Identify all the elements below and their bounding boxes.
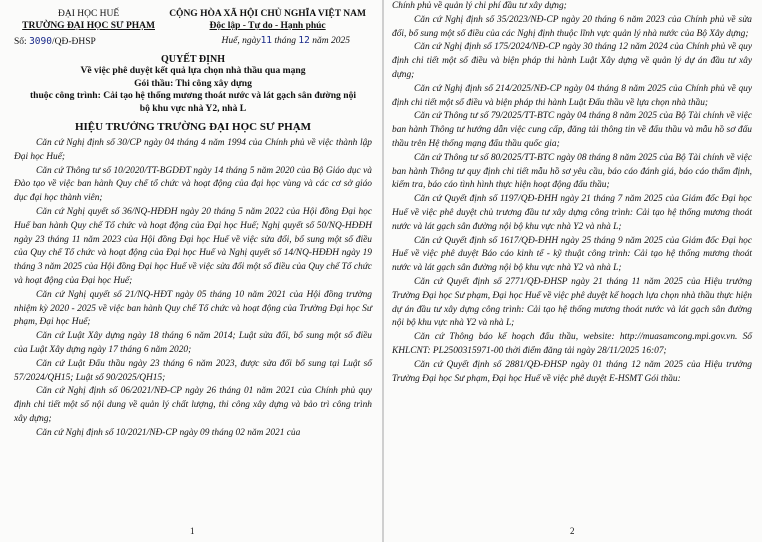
legal-basis-item: Căn cứ Quyết định số 1617/QĐ-ĐHH ngày 25 tháng 9 năm 2025 của Giám đốc Đại học Huế về việc phê duyệt Báo cáo kinh tế - kỹ thuật công trình: Cải tạo hệ thống mương thoát nước và lát gạch sân đường nội bộ khu vực nhà Y2 và nhà L; (392, 235, 752, 274)
subject-line-4: bộ khu vực nhà Y2, nhà L (139, 102, 247, 114)
subject-line-3: thuộc công trình: Cải tạo hệ thống mương thoát nước và lát gạch sân đường nội (29, 90, 357, 101)
number-value: 3090 (29, 36, 52, 47)
subject-line-1: Về việc phê duyệt kết quả lựa chọn nhà thầu qua mạng (80, 65, 306, 76)
legal-basis-item: Căn cứ Thông tư số 10/2020/TT-BGDĐT ngày 14 tháng 5 năm 2020 của Bộ Giáo dục và Đào tạo về việc ban hành Quy chế tổ chức và hoạt động của đại học vùng và các cơ sở giáo dục đại học thành viên; (14, 165, 372, 204)
page-number: 1 (190, 526, 195, 536)
legal-basis-item: Căn cứ Quyết định số 1197/QĐ-ĐHH ngày 21 tháng 7 năm 2025 của Giám đốc Đại học Huế về việc phê duyệt chủ trương đầu tư xây dựng công trình: Cải tạo hệ thống mương thoát nước và lát gạch sân đường nội bộ khu vực nhà Y2 và nhà L; (392, 194, 752, 232)
legal-basis-list (14, 137, 372, 441)
issuer-parent: ĐẠI HỌC HUẾ (57, 9, 120, 19)
number-suffix: /QĐ-ĐHSP (51, 37, 96, 47)
legal-basis-item: Căn cứ Quyết định số 2881/QĐ-ĐHSP ngày 01 tháng 12 năm 2025 của Hiệu trưởng Trường Đại học Sư phạm, Đại học Huế về việc phê duyệt E-HSMT Gói thầu: (392, 359, 752, 384)
issuer-name: TRƯỜNG ĐẠI HỌC SƯ PHẠM (22, 21, 155, 31)
legal-basis-item: Căn cứ Thông báo kế hoạch đấu thầu, website: http://muasamcong.mpi.gov.vn. Số KHLCNT: PL2500315971-00 thời điểm đăng tải ngày 28/11/2025 16:07; (392, 332, 752, 356)
legal-basis-item: Căn cứ Nghị định số 175/2024/NĐ-CP ngày 30 tháng 12 năm 2024 của Chính phủ về quy định chi tiết một số điều và biện pháp thi hành Luật Xây dựng về quản lý dự án đầu tư xây dựng; (392, 42, 752, 80)
date-suffix: năm 2025 (312, 36, 350, 46)
decision-title: QUYẾT ĐỊNH (161, 54, 225, 65)
date-month: 12 (298, 35, 310, 46)
legal-basis-item: Căn cứ Nghị định số 35/2023/NĐ-CP ngày 20 tháng 6 năm 2023 của Chính phủ về sửa đổi, bổ sung một số điều của các Nghị định thuộc lĩnh vực quản lý nhà nước của Bộ Xây dựng; (392, 14, 752, 39)
number-prefix: Số: (14, 37, 27, 47)
issuer-block (14, 8, 163, 32)
legal-basis-item: Căn cứ Nghị quyết số 36/NQ-HĐĐH ngày 20 tháng 5 năm 2022 của Hội đồng Đại học Huế ban hành Quy chế Tổ chức và hoạt động của Đại học Huế; Nghị quyết số 50/NQ-HĐĐH ngày 23 tháng 11 năm 2023 của Hội đồng Đại học Huế về việc sửa đổi, bổ sung một số điều của Quy chế Tổ chức và hoạt động của Đại học Huế và Nghị quyết số 14/NQ-HĐĐH ngày 19 tháng 3 năm 2025 của Hội đồng Đại học Huế về việc sửa đổi một số điều của Quy chế Tổ chức và hoạt động của Đại học Huế; (14, 206, 372, 286)
legal-basis-item: Căn cứ Quyết định số 2771/QĐ-ĐHSP ngày 21 tháng 11 năm 2025 của Hiệu trưởng Trường Đại học Sư phạm, Đại học Huế về việc phê duyệt kế hoạch lựa chọn nhà thầu thực hiện dự án đầu tư xây dựng công trình: Cải tạo hệ thống mương thoát nước và lát gạch sân đường nội bộ khu vực nhà Y2 và nhà L; (392, 276, 752, 329)
date-prefix: Huế, ngày (221, 36, 261, 46)
legal-basis-item: Chính phủ về quản lý chi phí đầu tư xây dựng; (392, 1, 567, 11)
legal-basis-list (392, 0, 752, 386)
page-number: 2 (570, 526, 575, 536)
subject-line-2: Gói thầu: Thi công xây dựng (134, 77, 252, 89)
legal-basis-item: Căn cứ Luật Xây dựng ngày 18 tháng 6 năm 2014; Luật sửa đổi, bổ sung một số điều của Luật Xây dựng ngày 17 tháng 6 năm 2020; (14, 331, 372, 355)
legal-basis-item: Căn cứ Nghị quyết số 21/NQ-HĐT ngày 05 tháng 10 năm 2021 của Hội đồng trường nhiệm kỳ 2020 - 2025 về việc ban hành Quy chế Tổ chức và hoạt động của Trường Đại học Sư phạm, Đại học Huế; (14, 289, 372, 328)
date-day: 11 (260, 35, 273, 46)
rector-heading: HIỆU TRƯỞNG TRƯỜNG ĐẠI HỌC SƯ PHẠM (74, 121, 312, 133)
legal-basis-item: Căn cứ Thông tư số 80/2025/TT-BTC ngày 08 tháng 8 năm 2025 của Bộ Tài chính về việc ban hành Thông tư quy định chi tiết mẫu hồ sơ yêu cầu, báo cáo đánh giá, báo cáo thẩm định, kiểm tra, báo cáo tình hình thực hiện hoạt động đấu thầu; (392, 152, 752, 191)
date-mid: tháng (274, 36, 297, 46)
page-2 (384, 0, 762, 542)
national-motto-block (163, 8, 372, 32)
legal-basis-item: Căn cứ Nghị định số 10/2021/NĐ-CP ngày 09 tháng 02 năm 2021 của (36, 427, 301, 438)
legal-basis-item: Căn cứ Luật Đấu thầu ngày 23 tháng 6 năm 2023, được sửa đổi bổ sung tại Luật số 57/2024/QH15; Luật số 90/2025/QH15; (14, 358, 372, 383)
page-header (14, 8, 372, 32)
legal-basis-item: Căn cứ Nghị định số 30/CP ngày 04 tháng 4 năm 1994 của Chính phủ về việc thành lập Đại học Huế; (14, 138, 372, 162)
legal-basis-item: Căn cứ Thông tư số 79/2025/TT-BTC ngày 04 tháng 8 năm 2025 của Bộ Tài chính về việc ban hành Thông tư hướng dẫn việc cung cấp, đăng tải thông tin về đấu thầu và mẫu hồ sơ đấu thầu trên Hệ thống mạng đấu thầu quốc gia; (392, 111, 752, 149)
country-name: CỘNG HÒA XÃ HỘI CHỦ NGHĨA VIỆT NAM (169, 9, 366, 19)
national-motto: Độc lập - Tự do - Hạnh phúc (209, 21, 326, 31)
legal-basis-item: Căn cứ Nghị định số 06/2021/NĐ-CP ngày 26 tháng 01 năm 2021 của Chính phủ quy định chi tiết một số nội dung về quản lý chất lượng, thi công xây dựng và bảo trì công trình xây dựng; (14, 386, 372, 424)
legal-basis-item: Căn cứ Nghị định số 214/2025/NĐ-CP ngày 04 tháng 8 năm 2025 của Chính phủ về quy định chi tiết một số điều và biện pháp thi hành Luật Đấu thầu về lựa chọn nhà thầu; (392, 83, 752, 108)
